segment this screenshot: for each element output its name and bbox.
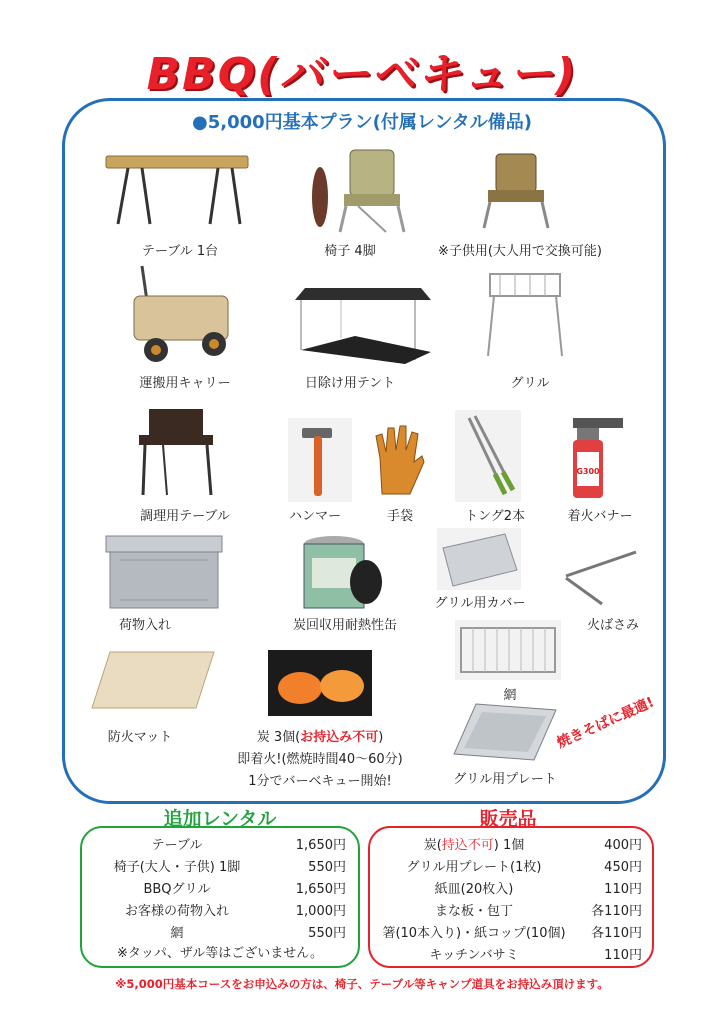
page-title: BBQ(バーベキュー) [146,49,578,100]
burner-can-text: G300 [576,467,600,476]
rental-item-name: テーブル [151,838,203,853]
carrier-image [120,262,232,364]
rental-item-price: 1,000円 [295,904,346,919]
charcoal-label: 炭 3個(お持込み不可) [256,730,384,745]
rental-note: ※タッパ、ザル等はございません。 [116,946,324,961]
plan-title: ●5,000円基本プラン(付属レンタル備品) [192,112,532,133]
rental-table [80,826,360,968]
sale-item-price: 110円 [604,948,642,963]
item-carrier-label: 運搬用キャリー [139,376,231,391]
sale-item-price: 110円 [604,882,642,897]
table-image [98,148,254,230]
item-tongs-label: トング2本 [464,509,525,524]
item-fire-tongs-label: 火ばさみ [586,618,639,633]
sale-item-price: 450円 [604,860,642,875]
sale-item-name: 紙皿(20枚入) [434,882,514,897]
item-grill-cover-label: グリル用カバー [434,596,526,611]
rental-title: 追加レンタル [163,808,277,830]
fire-mat-image [90,648,216,712]
recommend-badge: 焼きそばに最適! [554,694,657,752]
rental-item-price: 550円 [308,926,346,941]
item-cooking-table-label: 調理用テーブル [140,509,230,524]
item-kids-chair-label: ※子供用(大人用で交換可能) [437,244,603,259]
sale-item-price: 各110円 [591,904,642,919]
sale-item-name: まな板・包丁 [434,904,513,919]
rental-item-price: 1,650円 [295,882,346,897]
grill-image [480,268,570,360]
storage-box-image [100,530,228,612]
item-burner-label: 着火バナー [567,509,633,524]
hammer-image [288,418,352,502]
footer-note: ※5,000円基本コースをお申込みの方は、椅子、テーブル等キャンプ道具をお持込み頂けます。 [115,977,609,991]
sale-item-name: 炭(持込不可) 1個 [423,838,525,853]
item-hammer-label: ハンマー [288,509,341,524]
sale-item-price: 400円 [604,838,642,853]
rental-item-name: 網 [170,926,184,941]
chair-image [306,142,408,234]
charcoal-note-2: 1分でバーベキュー開始! [248,774,392,789]
fire-tongs-image [562,548,642,608]
item-storage-label: 荷物入れ [118,618,171,633]
rental-item-name: 椅子(大人・子供) 1脚 [113,860,241,875]
item-fire-mat-label: 防火マット [107,730,173,745]
charcoal-image [268,650,372,716]
item-charcoal-can-label: 炭回収用耐熱性缶 [292,618,397,633]
item-grill-plate-label: グリル用プレート [453,772,557,787]
rental-item-name: BBQグリル [143,882,211,897]
charcoal-note-1: 即着火!(燃焼時間40～60分) [237,752,403,767]
sale-item-price: 各110円 [591,926,642,941]
sale-table [368,826,654,968]
rental-item-price: 550円 [308,860,346,875]
item-table-label: テーブル 1台 [141,244,219,259]
sale-item-name: キッチンバサミ [429,948,519,963]
kids-chair-image [480,150,552,230]
item-gloves-label: 手袋 [386,509,413,524]
sale-item-name: 箸(10本入り)・紙コップ(10個) [382,926,566,941]
item-grill-label: グリル [510,376,550,391]
tent-image [285,278,431,368]
charcoal-no-bring-text: お持込み不可 [300,730,379,745]
grill-plate-image [452,700,558,764]
tongs-image [455,410,521,502]
burner-image [565,412,629,502]
net-image [455,620,561,680]
rental-item-price: 1,650円 [295,838,346,853]
sale-no-bring-text: 持込不可 [441,838,494,853]
charcoal-can-image [298,532,386,614]
item-chair-label: 椅子 4脚 [324,244,376,259]
item-net-label: 網 [503,688,517,703]
sale-item-name: グリル用プレート(1枚) [406,860,542,875]
cooking-table-image [135,405,219,497]
rental-item-name: お客様の荷物入れ [124,904,229,919]
item-tent-label: 日除け用テント [304,376,396,391]
gloves-image [370,418,428,498]
sale-title: 販売品 [479,808,537,830]
grill-cover-image [437,528,521,590]
